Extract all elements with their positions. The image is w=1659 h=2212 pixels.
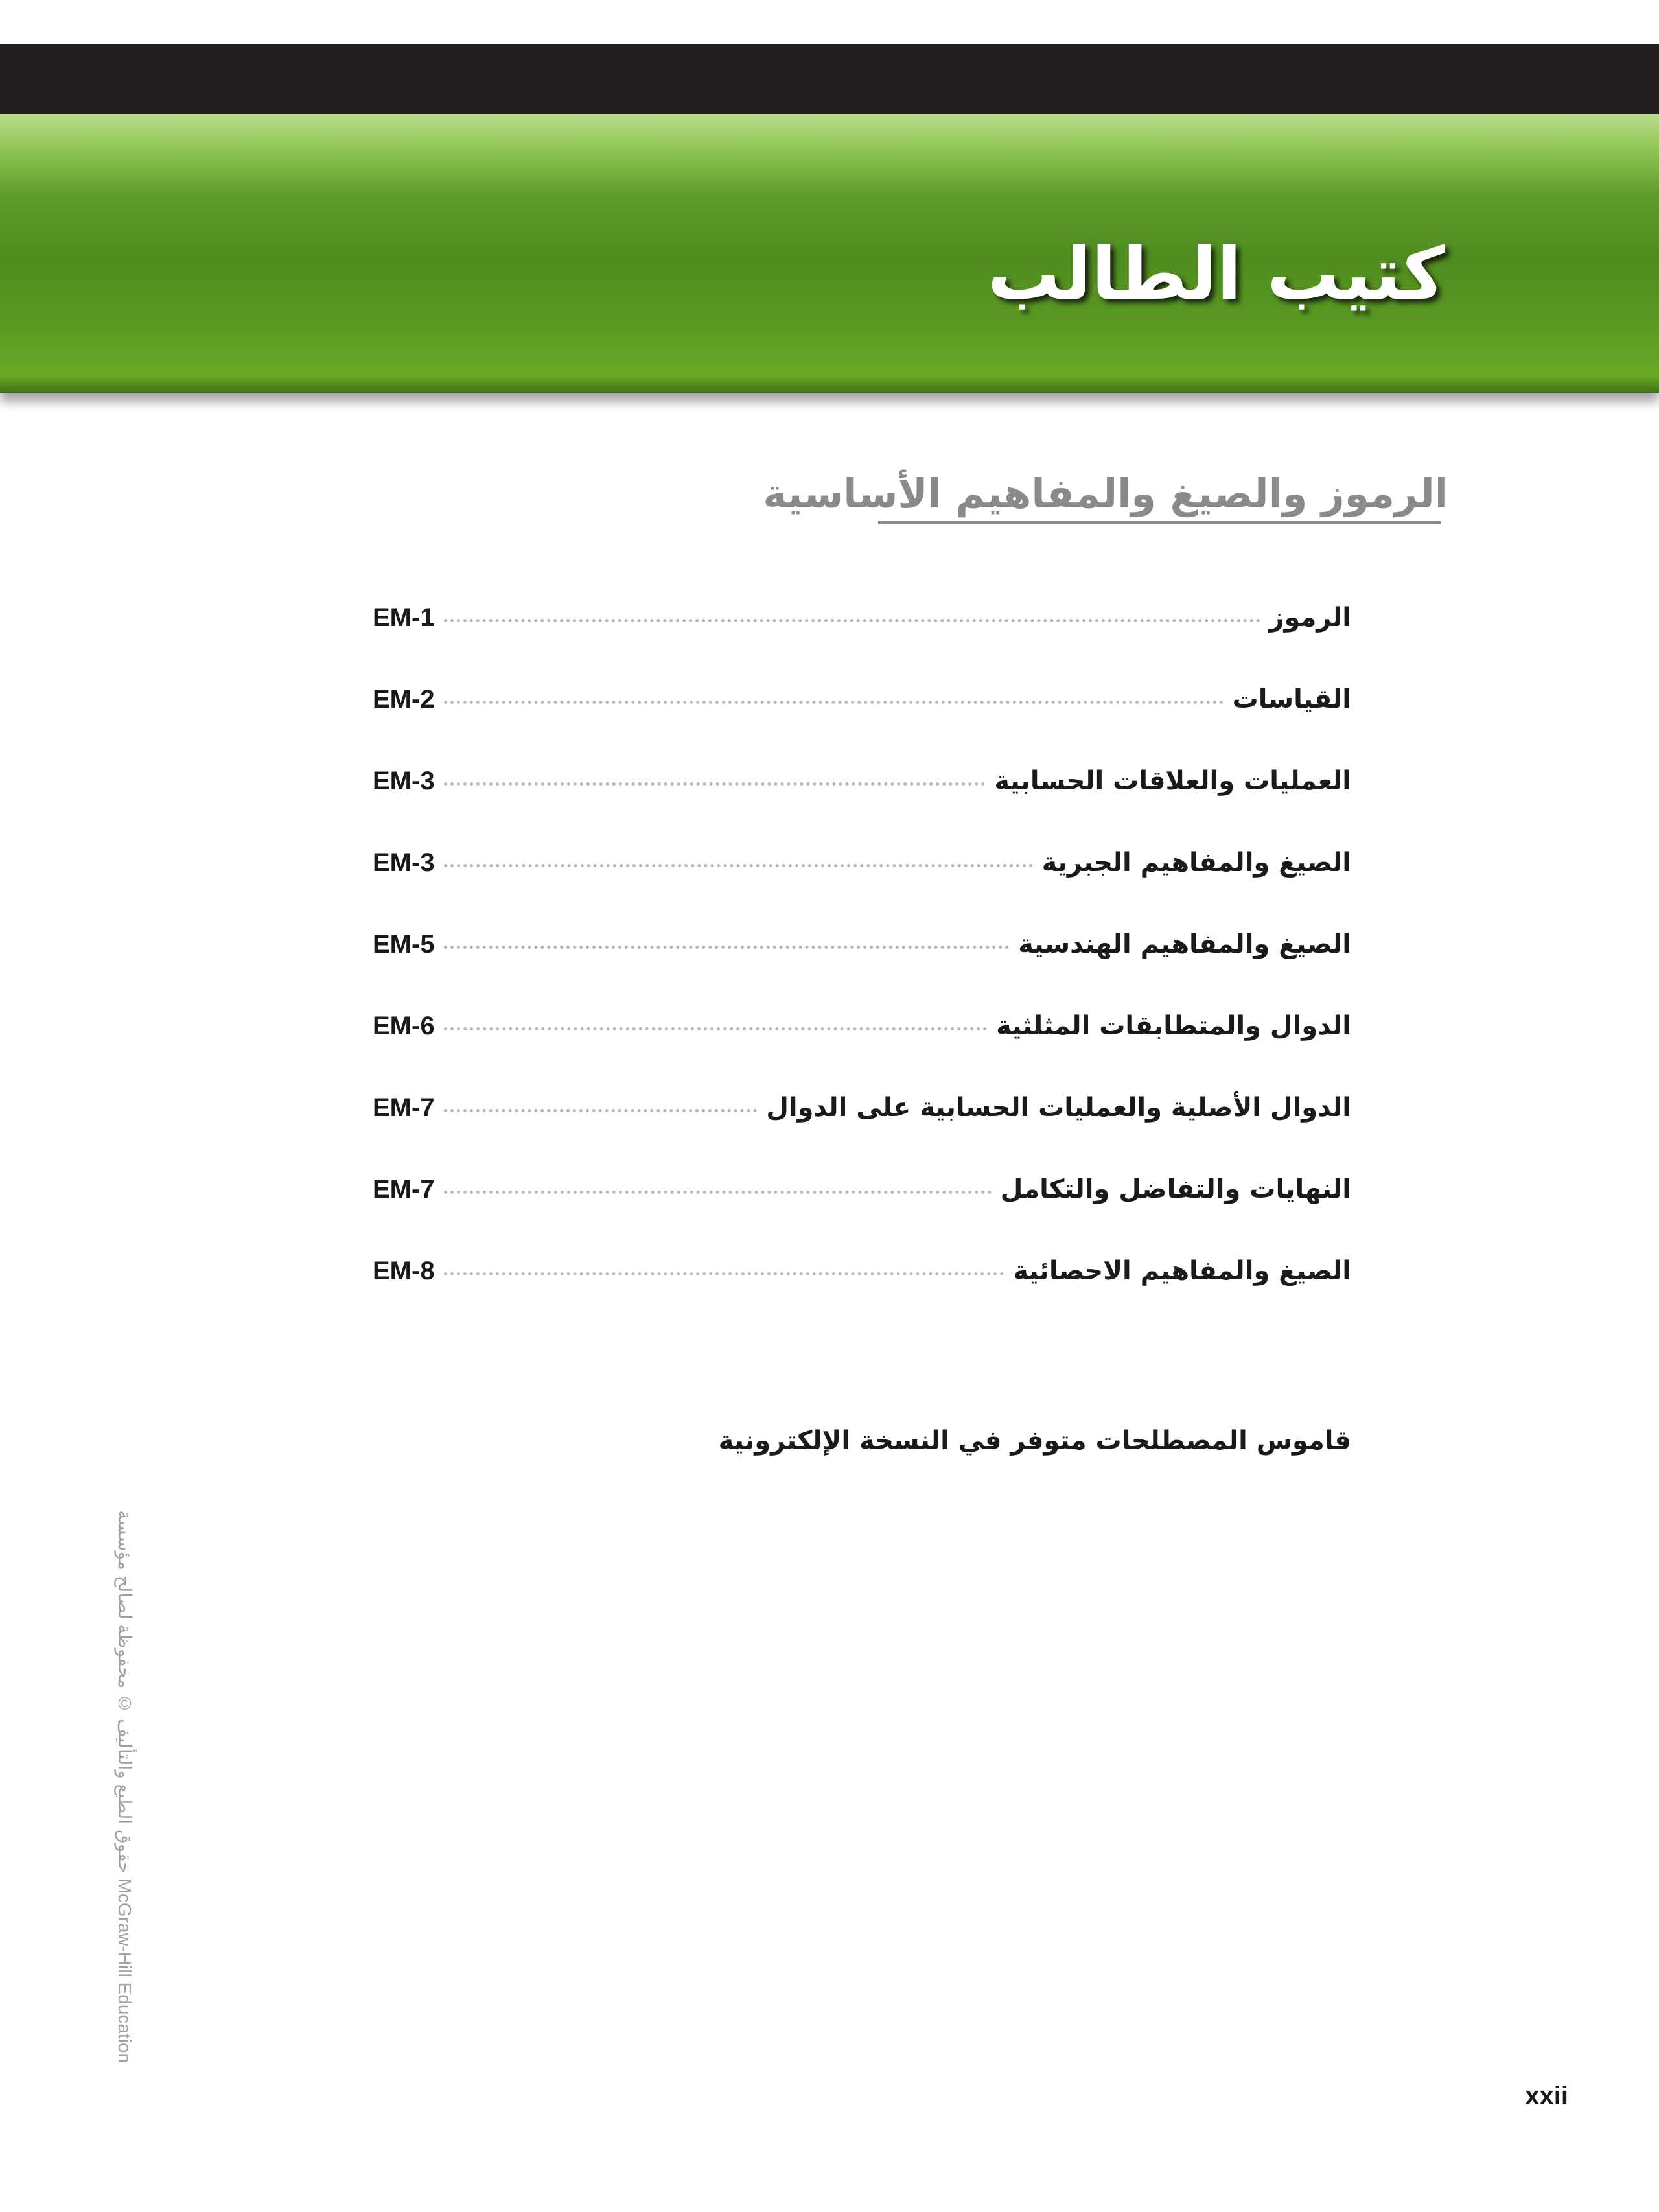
toc-entry-label: الصيغ والمفاهيم الهندسية [1018, 929, 1351, 959]
top-black-bar [0, 44, 1659, 114]
toc-entry-calculus[interactable] [373, 1174, 1351, 1256]
toc-entry-page: EM-7 [373, 1175, 435, 1204]
toc-dot-leader [444, 946, 1010, 949]
glossary-note: قاموس المصطلحات متوفر في النسخة الإلكترونية [718, 1426, 1351, 1456]
toc-entry-label: القياسات [1232, 684, 1351, 714]
toc-entry-geometry[interactable] [373, 929, 1351, 1011]
toc-entry-page: EM-5 [373, 930, 435, 959]
toc-entry-arithmetic[interactable] [373, 766, 1351, 848]
toc-entry-label: الدوال والمتطابقات المثلثية [996, 1011, 1351, 1041]
toc-entry-label: الدوال الأصلية والعمليات الحسابية على الدوال [766, 1093, 1351, 1123]
toc-dot-leader [444, 619, 1260, 622]
toc-dot-leader [444, 1191, 992, 1194]
toc-entry-label: الرموز [1269, 603, 1351, 633]
toc-dot-leader [444, 864, 1033, 867]
toc-entry-algebra[interactable] [373, 848, 1351, 929]
table-of-contents [373, 603, 1351, 1338]
toc-entry-page: EM-7 [373, 1093, 435, 1122]
toc-entry-label: الصيغ والمفاهيم الجبرية [1041, 848, 1351, 878]
toc-entry-parent-functions[interactable] [373, 1093, 1351, 1174]
toc-entry-page: EM-3 [373, 848, 435, 877]
toc-entry-label: النهايات والتفاضل والتكامل [1000, 1174, 1351, 1204]
title-banner [0, 114, 1659, 393]
toc-dot-leader [444, 782, 986, 786]
toc-entry-trigonometry[interactable] [373, 1011, 1351, 1093]
toc-entry-page: EM-3 [373, 767, 435, 795]
section-heading: الرموز والصيغ والمفاهيم الأساسية [763, 470, 1448, 517]
toc-entry-page: EM-8 [373, 1257, 435, 1285]
page-title: كتيب الطالب [987, 232, 1445, 316]
toc-dot-leader [444, 1109, 758, 1112]
toc-entry-page: EM-2 [373, 685, 435, 714]
section-heading-underline [878, 521, 1441, 524]
toc-entry-label: العمليات والعلاقات الحسابية [994, 766, 1351, 796]
page-number: xxii [1525, 2082, 1568, 2110]
toc-dot-leader [444, 1272, 1004, 1275]
toc-dot-leader [444, 1027, 988, 1030]
toc-entry-page: EM-1 [373, 603, 435, 632]
toc-entry-label: الصيغ والمفاهيم الاحصائية [1013, 1256, 1351, 1286]
copyright-notice: حقوق الطبع والتأليف © محفوظة لصالح مؤسسة McGraw-Hill Education [115, 1510, 135, 2064]
toc-entry-page: EM-6 [373, 1012, 435, 1040]
toc-entry-measurements[interactable] [373, 684, 1351, 766]
toc-dot-leader [444, 701, 1224, 704]
toc-entry-statistics[interactable] [373, 1256, 1351, 1338]
toc-entry-symbols[interactable] [373, 603, 1351, 684]
